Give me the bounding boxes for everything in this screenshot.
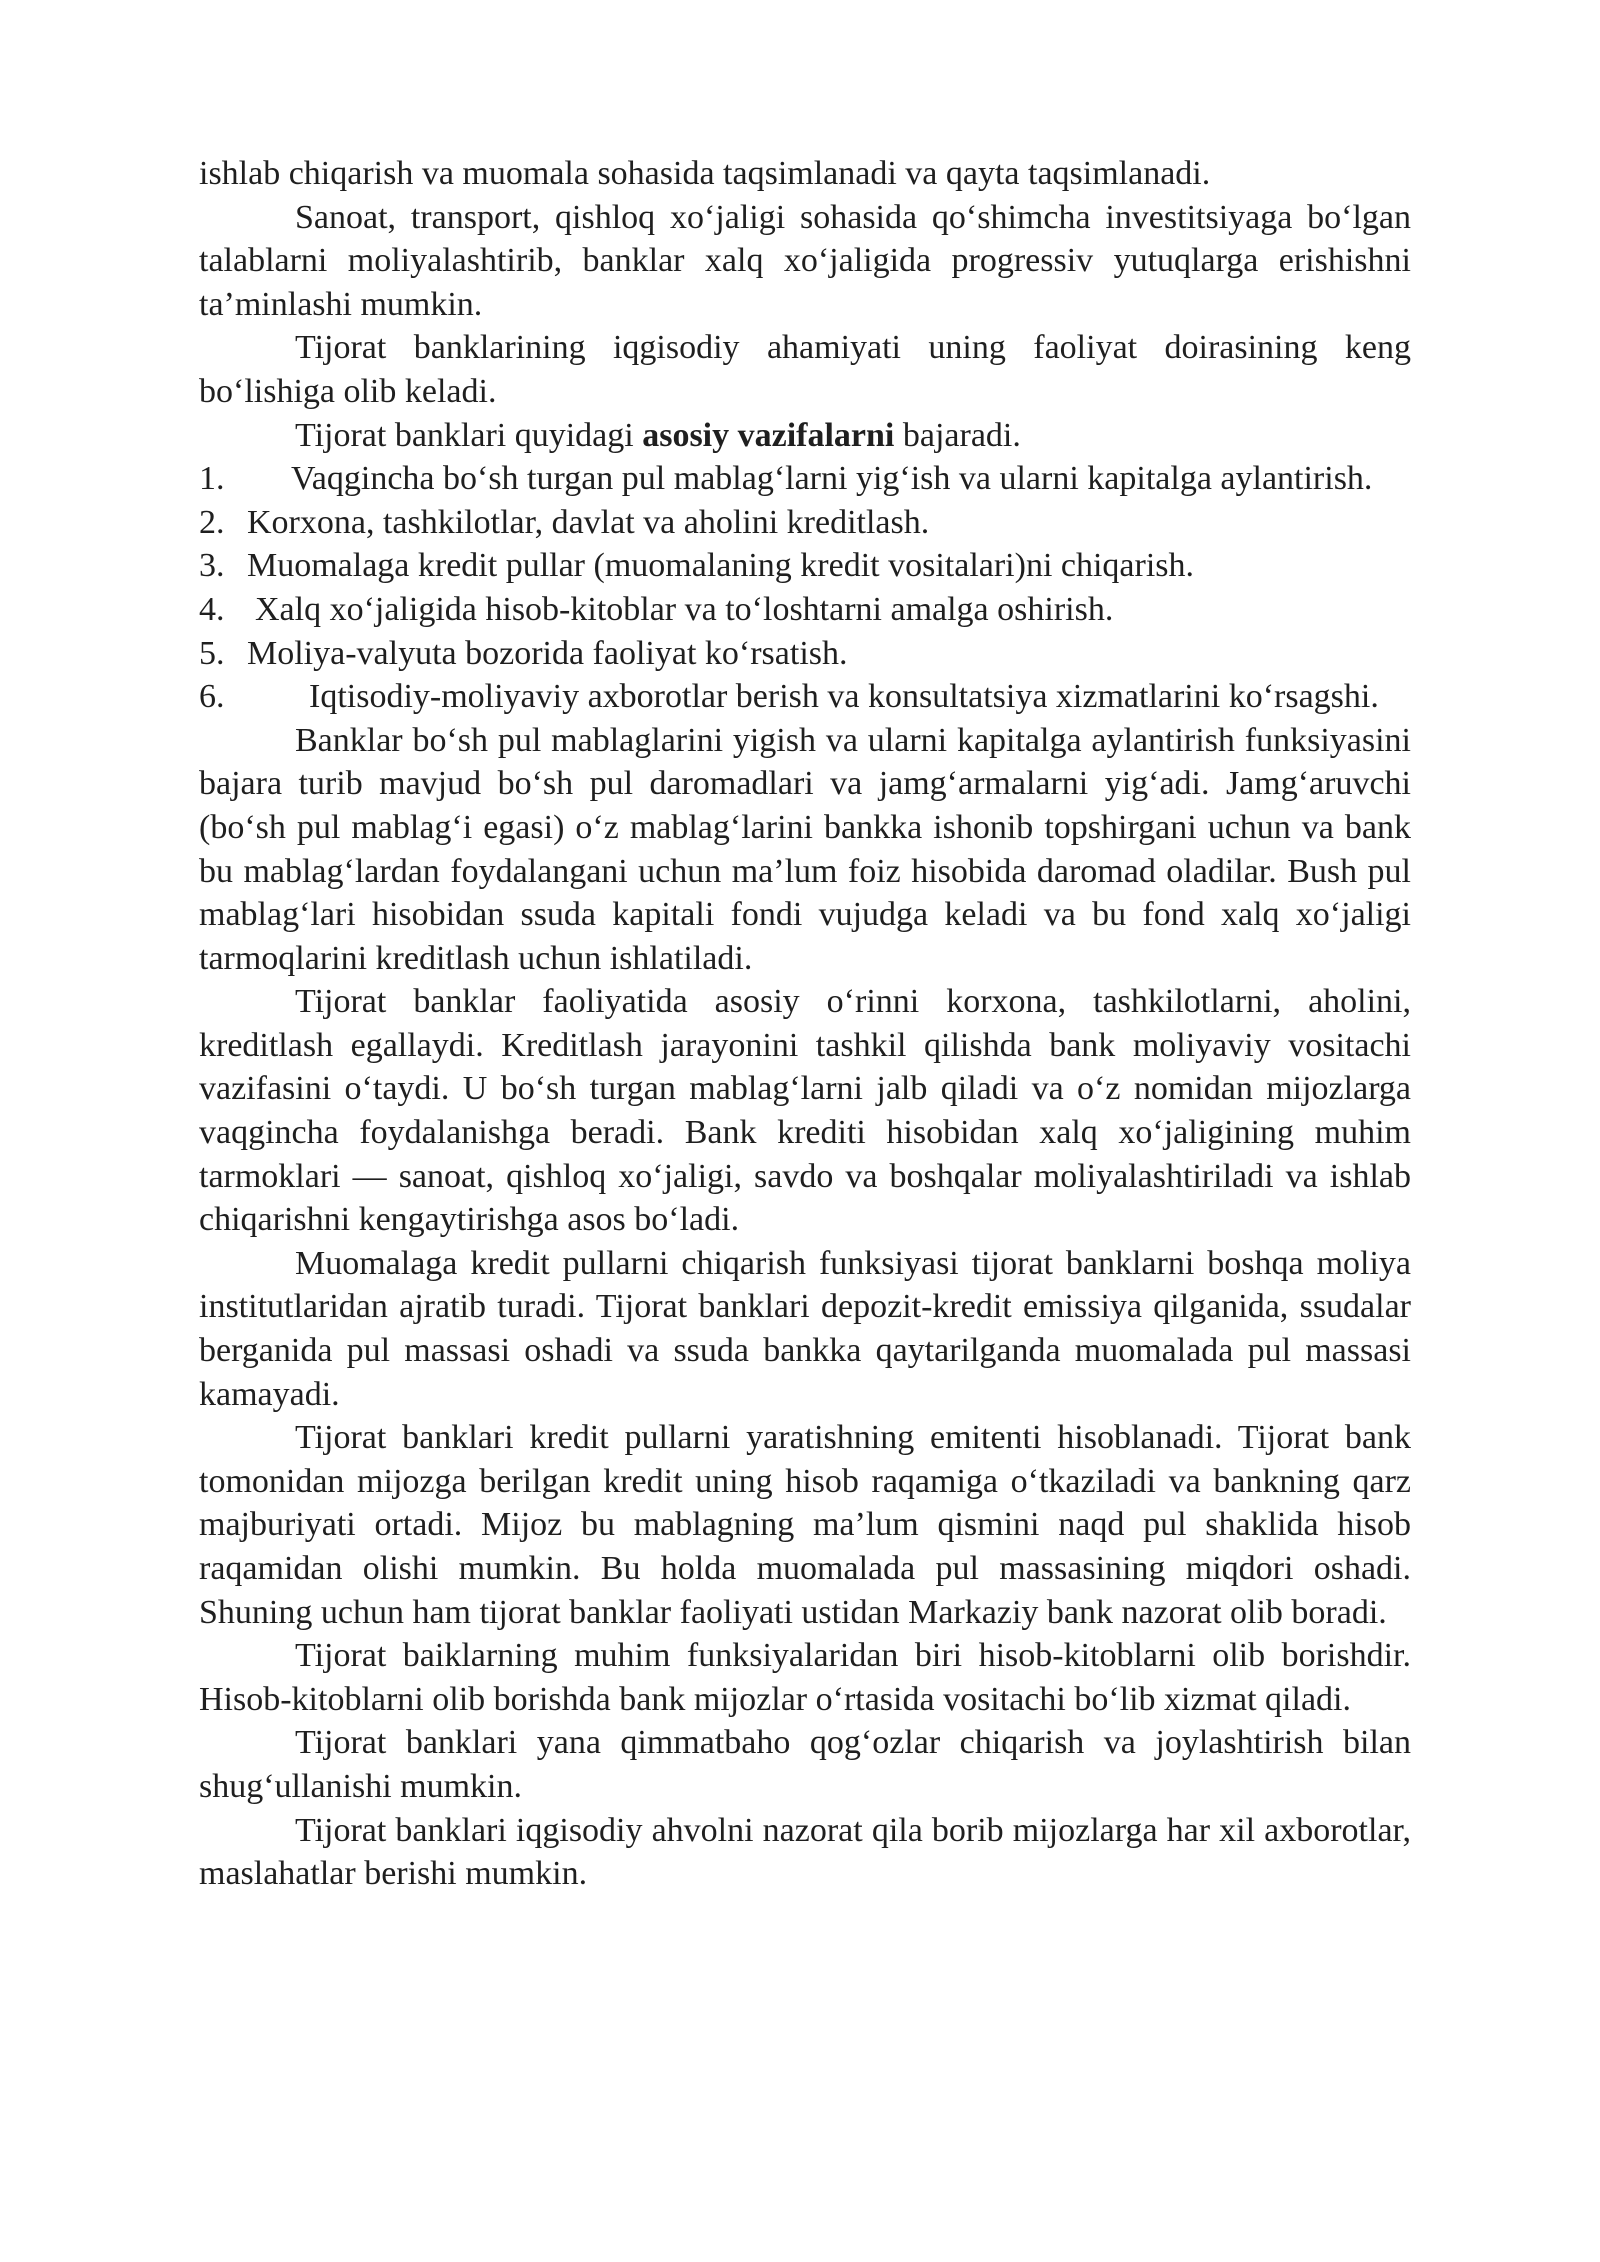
list-item-text: Muomalaga kredit pullar (muomalaning kredit vositalari)ni chiqarish.	[247, 547, 1195, 585]
paragraph-savings-function: Banklar bo‘sh pul mablaglarini yigish va ularni kapitalga aylantirish funksiyasini bajara turib mavjud bo‘sh pul daromadlari va jamg‘armalarni yig‘adi. Jamg‘aruvchi (bo‘sh pul mablag‘i egasi) o‘z mablag‘larini bankka ishonib topshirgani uchun va bank bu mablag‘lardan foydalangani uchun ma’lum foiz hisobida daromad oladilar. Bush pul mablag‘lari hisobidan ssuda kapitali fondi vujudga keladi va bu fond xalq xo‘jaligi tarmoqlarini kreditlash uchun ishlatiladi.	[199, 721, 1411, 977]
paragraph-main-tasks-intro	[199, 414, 1411, 458]
paragraph-lending: Tijorat banklar faoliyatida asosiy o‘rinni korxona, tashkilotlarni, aholini, kreditlash egallaydi. Kreditlash jarayonini tashkil qilishda bank moliyaviy vositachi vazifasini o‘taydi. U bo‘sh turgan mablag‘larni jalb qiladi va o‘z nomidan mijozlarga vaqgincha foydalanishga beradi. Bank krediti hisobidan xalq xo‘jaligining muhim tarmoklari — sanoat, qishloq xo‘jaligi, savdo va boshqalar moliyalashtiriladi va ishlab chiqarishni kengaytirishga asos bo‘ladi.	[199, 983, 1411, 1239]
main-tasks-intro-end: bajaradi.	[894, 416, 1021, 454]
list-item-number: 6.	[199, 678, 225, 716]
list-item-number: 5.	[199, 634, 225, 672]
paragraph-economic-importance: Tijorat banklarining iqgisodiy ahamiyati uning faoliyat doirasining keng bo‘lishiga olib keladi.	[199, 329, 1411, 410]
paragraph-securities: Tijorat banklari yana qimmatbaho qog‘ozlar chiqarish va joylashtirish bilan shug‘ullanishi mumkin.	[199, 1724, 1411, 1805]
paragraph-credit-money: Muomalaga kredit pullarni chiqarish funksiyasi tijorat banklarni boshqa moliya institutlaridan ajratib turadi. Tijorat banklari depozit-kredit emissiya qilganida, ssudalar berganida pul massasi oshadi va ssuda bankka qaytarilganda muomalada pul massasi kamayadi.	[199, 1244, 1411, 1413]
list-item-text: Moliya-valyuta bozorida faoliyat ko‘rsatish.	[247, 634, 848, 672]
list-item-number: 4.	[199, 590, 225, 628]
list-item-number: 2.	[199, 503, 225, 541]
list-item	[199, 544, 1411, 588]
list-item-text: Korxona, tashkilotlar, davlat va aholini kreditlash.	[247, 503, 930, 541]
document-page	[199, 152, 1411, 1896]
main-tasks-intro-text: Tijorat banklari quyidagi	[295, 416, 643, 454]
list-item-text: Xalq xo‘jaligida hisob-kitoblar va to‘loshtarni amalga oshirish.	[255, 590, 1114, 628]
paragraph-advisory: Tijorat banklari iqgisodiy ahvolni nazorat qila borib mijozlarga har xil axborotlar, maslahatlar berishi mumkin.	[199, 1811, 1411, 1893]
list-item-number: 3.	[199, 547, 225, 585]
paragraph-continuation: ishlab chiqarish va muomala sohasida taqsimlanadi va qayta taqsimlanadi.	[199, 155, 1211, 192]
list-item	[199, 632, 1411, 676]
list-item	[199, 675, 1411, 719]
list-item	[199, 588, 1411, 632]
main-tasks-bold-phrase: asosiy vazifalarni	[642, 416, 895, 454]
list-item-text: Vaqgincha bo‘sh turgan pul mablag‘larni yig‘ish va ularni kapitalga aylantirish.	[291, 460, 1373, 498]
paragraph-settlements: Tijorat baiklarning muhim funksiyalaridan biri hisob-kitoblarni olib borishdir. Hisob-kitoblarni olib borishda bank mijozlar o‘rtasida vositachi bo‘lib xizmat qiladi.	[199, 1637, 1411, 1718]
list-item	[199, 457, 1411, 501]
paragraph-investment: Sanoat, transport, qishloq xo‘jaligi sohasida qo‘shimcha investitsiyaga bo‘lgan talablarni moliyalashtirib, banklar xalq xo‘jaligida progressiv yutuqlarga erishishni ta’minlashi mumkin.	[199, 198, 1411, 323]
list-item	[199, 501, 1411, 545]
list-item-number: 1.	[199, 460, 225, 498]
paragraph-emitent: Tijorat banklari kredit pullarni yaratishning emitenti hisoblanadi. Tijorat bank tomonidan mijozga berilgan kredit uning hisob raqamiga o‘tkaziladi va bankning qarz majburiyati ortadi. Mijoz bu mablagning ma’lum qismini naqd pul shaklida hisob raqamidan olishi mumkin. Bu holda muomalada pul massasining miqdori oshadi. Shuning uchun ham tijorat banklar faoliyati ustidan Markaziy bank nazorat olib boradi.	[199, 1419, 1411, 1631]
list-item-text: Iqtisodiy-moliyaviy axborotlar berish va konsultatsiya xizmatlarini ko‘rsagshi.	[309, 678, 1379, 716]
